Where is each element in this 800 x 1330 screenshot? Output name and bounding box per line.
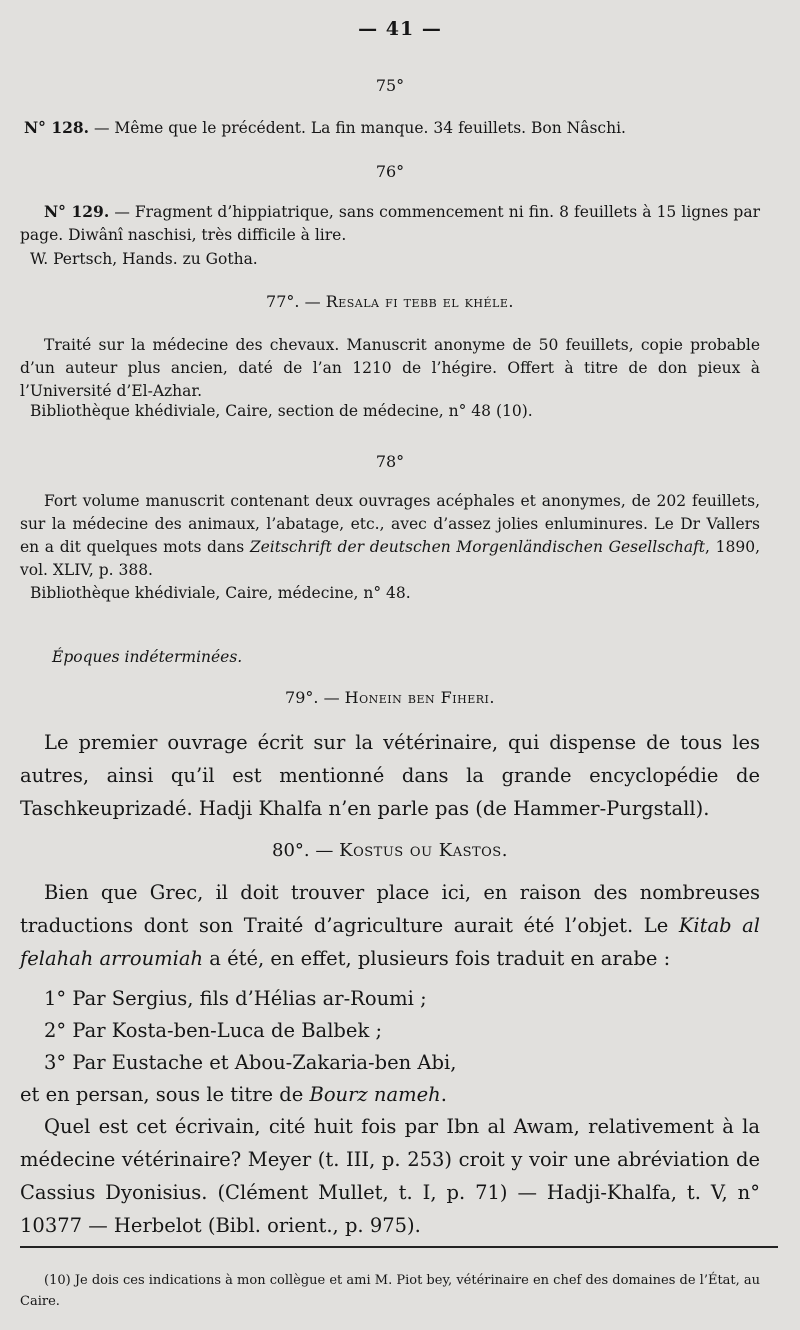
entry-78-text-b: , 1890, vol. XLIV, p. 388. — [20, 538, 761, 579]
entry-78-number: 78° — [375, 452, 405, 471]
entry-77-text: Traité sur la médecine des chevaux. Manuscrit anonyme de 50 feuillets, copie probable d’un auteur plus ancien, daté de l’an 1210 de l’hégire. Offert à titre de don pieux à l’Université d’El-Azhar. — [20, 336, 760, 400]
entry-76-ref: N° 129. — [44, 202, 110, 221]
entry-77-title: Resala fi tebb el khéle. — [325, 292, 514, 311]
section-title — [52, 646, 792, 669]
entry-80-list-item: 1° Par Sergius, fils d’Hélias ar-Roumi ; — [44, 987, 427, 1010]
entry-75-ref: N° 128. — [24, 118, 90, 137]
entry-80-p1-a: Bien que Grec, il doit trouver place ici, en raison des nombreuses traductions dont son Traité d’agriculture aurait été l’objet. Le — [20, 881, 760, 937]
entry-78-body — [20, 490, 760, 582]
entry-79-number: 79°. — [285, 688, 319, 707]
entry-75-number: 75° — [375, 76, 405, 95]
entry-80-list-item: 2° Par Kosta-ben-Luca de Balbek ; — [44, 1019, 383, 1042]
entry-80-number: 80°. — [272, 840, 310, 861]
entry-80-paragraph-1 — [20, 876, 760, 975]
entry-80-dash: — — [315, 840, 334, 861]
entry-80-p2-a: et en persan, sous le titre de — [20, 1083, 310, 1106]
entry-75-text: — Même que le précédent. La fin manque. 34 feuillets. Bon Nâschi. — [89, 119, 626, 137]
entry-80-list-item: 3° Par Eustache et Abou-Zakaria-ben Abi, — [44, 1051, 457, 1074]
entry-76-body — [20, 200, 760, 247]
entry-77-heading — [20, 292, 760, 311]
entry-79-title: Honein ben Fiheri. — [344, 688, 495, 707]
entry-79-text: Le premier ouvrage écrit sur la vétérinaire, qui dispense de tous les autres, ainsi qu’il est mentionné dans la grande encyclopédie de Taschkeuprizadé. Hadji Khalfa n’en parle pas (de Hammer-Purgstall). — [20, 731, 760, 820]
entry-76-number: 76° — [375, 162, 405, 181]
entry-80-book-title: Kitab al felahah arroumiah — [20, 914, 760, 970]
footnote-divider — [20, 1246, 778, 1248]
entry-80-p2-b: . — [440, 1083, 447, 1106]
entry-79-heading — [20, 688, 760, 707]
entry-78-text-a: Fort volume manuscrit contenant deux ouvrages acéphales et anonymes, de 202 feuillets, sur la médecine des animaux, l’abatage, etc., avec d’assez jolies enluminures. Le Dr Vallers en a dit quelques mots dans — [20, 492, 760, 556]
entry-77-source: Bibliothèque khédiviale, Caire, section de médecine, n° 48 (10). — [30, 402, 533, 420]
footnote: (10) Je dois ces indications à mon collègue et ami M. Piot bey, vétérinaire en chef des domaines de l’État, au Caire. — [20, 1273, 761, 1309]
entry-78-journal: Zeitschrift der deutschen Morgenländischen Gesellschaft — [249, 538, 706, 556]
entry-80-title: Kostus ou Kastos. — [339, 840, 508, 861]
entry-76-source: W. Pertsch, Hands. zu Gotha. — [30, 250, 258, 268]
entry-76-text: — Fragment d’hippiatrique, sans commencement ni fin. 8 feuillets à 15 lignes par page. Diwânî naschisi, très difficile à lire. — [20, 203, 760, 244]
entry-80-heading — [20, 840, 760, 861]
entry-80-paragraph-3: Quel est cet écrivain, cité huit fois par Ibn al Awam, relativement à la médecine vétérinaire? Meyer (t. III, p. 253) croit y voir une abréviation de Cassius Dyonisius. (Clément Mullet, t. I, p. 71) — Hadji-Khalfa, t. V, n° 10377 — Herbelot (Bibl. orient., p. 975). — [20, 1115, 760, 1237]
entry-75-body — [24, 116, 764, 140]
section-title-text: Époques indéterminées. — [52, 648, 243, 666]
entry-77-number: 77°. — [266, 292, 300, 311]
entry-80-paragraph-2 — [20, 1078, 760, 1111]
entry-80-persian-title: Bourz nameh — [309, 1083, 441, 1106]
entry-79-dash: — — [323, 688, 340, 707]
entry-77-dash: — — [304, 292, 321, 311]
entry-80-p1-b: a été, en effet, plusieurs fois traduit en arabe : — [203, 947, 671, 970]
page-number: — 41 — — [358, 18, 442, 40]
entry-78-source: Bibliothèque khédiviale, Caire, médecine, n° 48. — [30, 584, 411, 602]
